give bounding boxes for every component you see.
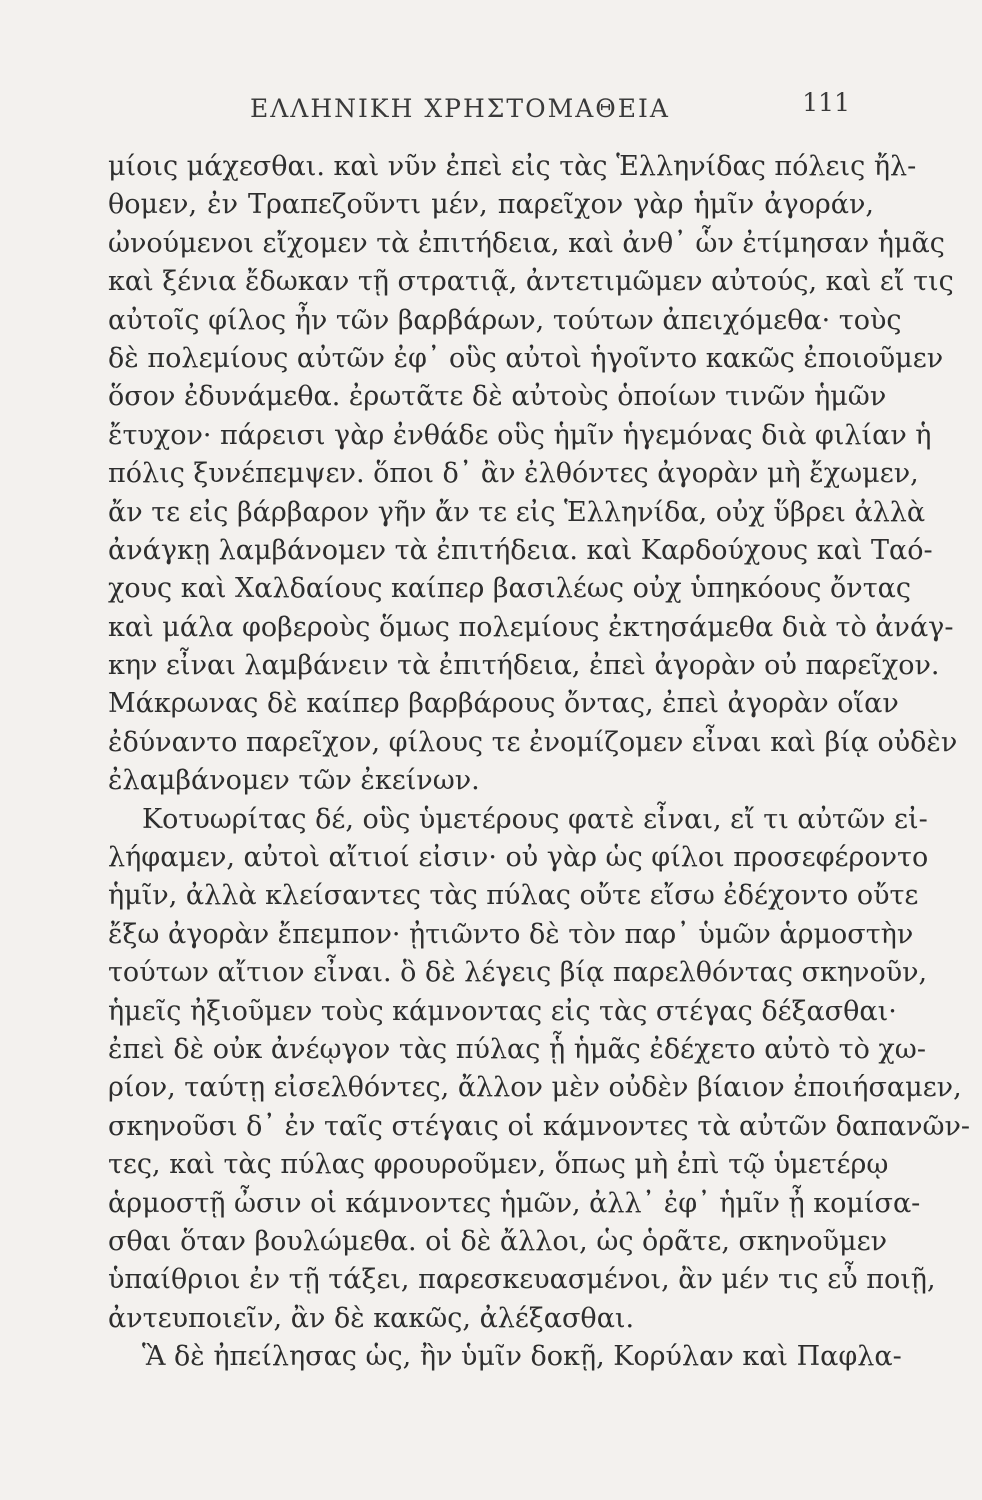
text-line: ἔξω ἀγορὰν ἔπεμπον· ᾐτιῶντο δὲ τὸν παρ᾽ ὑμῶν ἁρμοστὴν — [108, 918, 914, 950]
text-line: κην εἶναι λαμβάνειν τὰ ἐπιτήδεια, ἐπεὶ ἀγορὰν οὐ παρεῖχον. — [108, 650, 940, 682]
text-line: ἀντευποιεῖν, ἂν δὲ κακῶς, ἀλέξασθαι. — [108, 1302, 635, 1334]
text-line: σθαι ὅταν βουλώμεθα. οἱ δὲ ἄλλοι, ὡς ὁρᾶτε, σκηνοῦμεν — [108, 1225, 888, 1257]
text-line: μίοις μάχεσθαι. καὶ νῦν ἐπεὶ εἰς τὰς Ἑλληνίδας πόλεις ἤλ- — [108, 151, 917, 182]
text-line: ἁρμοστῇ ὦσιν οἱ κάμνοντες ἡμῶν, ἀλλ᾽ ἐφ᾽ ἡμῖν ᾖ κομίσα- — [108, 1187, 921, 1219]
text-line: ἡμῖν, ἀλλὰ κλείσαντες τὰς πύλας οὔτε εἴσω ἐδέχοντο οὔτε — [108, 880, 919, 912]
text-line: ὑπαίθριοι ἐν τῇ τάξει, παρεσκευασμένοι, ἂν μέν τις εὖ ποιῇ, — [108, 1264, 936, 1296]
running-title: ΕΛΛΗΝΙΚΗ ΧΡΗΣΤΟΜΑΘΕΙΑ — [250, 94, 670, 123]
text-line: Κοτυωρίτας δέ, οὓς ὑμετέρους φατὲ εἶναι, εἴ τι αὐτῶν εἰ- — [142, 803, 928, 835]
text-line: αὐτοῖς φίλος ἦν τῶν βαρβάρων, τούτων ἀπειχόμεθα· τοὺς — [108, 304, 902, 336]
text-line: ὅσον ἐδυνάμεθα. ἐρωτᾶτε δὲ αὐτοὺς ὁποίων τινῶν ἡμῶν — [108, 381, 887, 413]
text-line: Ἃ δὲ ἠπείλησας ὡς, ἢν ὑμῖν δοκῇ, Κορύλαν καὶ Παφλα- — [142, 1341, 902, 1373]
text-line: Μάκρωνας δὲ καίπερ βαρβάρους ὄντας, ἐπεὶ ἀγορὰν οἵαν — [108, 688, 899, 720]
text-line: σκηνοῦσι δ᾽ ἐν ταῖς στέγαις οἱ κάμνοντες τὰ αὐτῶν δαπανῶν- — [108, 1110, 971, 1142]
text-line: δὲ πολεμίους αὐτῶν ἐφ᾽ οὓς αὐτοὶ ἡγοῖντο κακῶς ἐποιοῦμεν — [108, 342, 944, 374]
text-line: λήφαμεν, αὐτοὶ αἴτιοί εἰσιν· οὐ γὰρ ὡς φίλοι προσεφέροντο — [108, 842, 929, 874]
text-line: ἄν τε εἰς βάρβαρον γῆν ἄν τε εἰς Ἑλληνίδα, οὐχ ὕβρει ἀλλὰ — [108, 496, 926, 528]
text-line: ἐπεὶ δὲ οὐκ ἀνέῳγον τὰς πύλας ᾗ ἡμᾶς ἐδέχετο αὐτὸ τὸ χω- — [108, 1033, 926, 1065]
text-line: καὶ ξένια ἔδωκαν τῇ στρατιᾷ, ἀντετιμῶμεν αὐτούς, καὶ εἴ τις — [108, 266, 954, 298]
text-line: ἀνάγκῃ λαμβάνομεν τὰ ἐπιτήδεια. καὶ Καρδούχους καὶ Ταό- — [108, 534, 933, 566]
text-line: ἐδύναντο παρεῖχον, φίλους τε ἐνομίζομεν εἶναι καὶ βίᾳ οὐδὲν — [108, 726, 958, 758]
body-text — [108, 148, 971, 1377]
text-line: ἡμεῖς ἠξιοῦμεν τοὺς κάμνοντας εἰς τὰς στέγας δέξασθαι· — [108, 995, 897, 1027]
text-line: ὠνούμενοι εἴχομεν τὰ ἐπιτήδεια, καὶ ἀνθ᾽ ὧν ἐτίμησαν ἡμᾶς — [108, 227, 945, 259]
text-line: θομεν, ἐν Τραπεζοῦντι μέν, παρεῖχον γὰρ ἡμῖν ἀγοράν, — [108, 189, 874, 221]
text-line: χους καὶ Χαλδαίους καίπερ βασιλέως οὐχ ὑπηκόους ὄντας — [108, 573, 911, 605]
text-line: πόλις ξυνέπεμψεν. ὅποι δ᾽ ἂν ἐλθόντες ἀγορὰν μὴ ἔχωμεν, — [108, 458, 919, 490]
text-line: τούτων αἴτιον εἶναι. ὃ δὲ λέγεις βίᾳ παρελθόντας σκηνοῦν, — [108, 957, 928, 989]
text-line: ρίον, ταύτῃ εἰσελθόντες, ἄλλον μὲν οὐδὲν βίαιον ἐποιήσαμεν, — [108, 1072, 962, 1104]
text-line: ἐλαμβάνομεν τῶν ἐκείνων. — [108, 765, 480, 797]
page-header — [250, 88, 850, 128]
text-line: τες, καὶ τὰς πύλας φρουροῦμεν, ὅπως μὴ ἐπὶ τῷ ὑμετέρῳ — [108, 1149, 889, 1181]
page-number: 111 — [802, 88, 850, 117]
text-line: καὶ μάλα φοβεροὺς ὅμως πολεμίους ἐκτησάμεθα διὰ τὸ ἀνάγ- — [108, 611, 954, 643]
text-line: ἔτυχον· πάρεισι γὰρ ἐνθάδε οὓς ἡμῖν ἡγεμόνας διὰ φιλίαν ἡ — [108, 419, 932, 451]
